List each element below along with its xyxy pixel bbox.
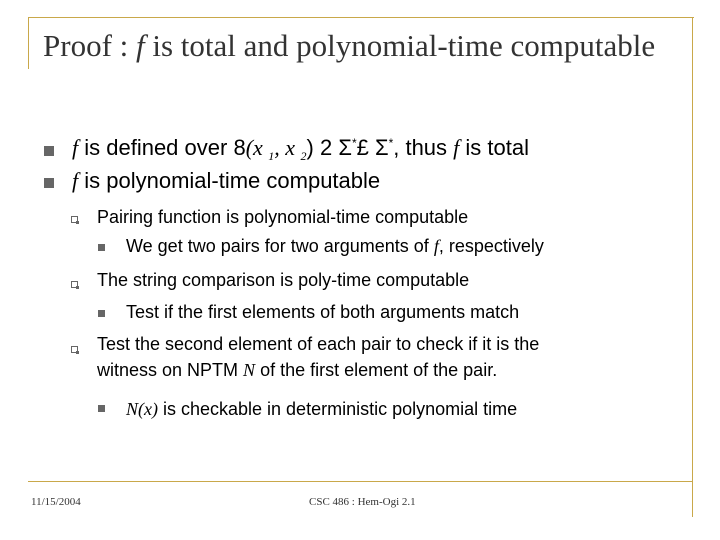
frame-left-rule bbox=[28, 17, 29, 69]
bullet-defined-over: f is defined over 8(x $_1$, x $_2$) 2 Σ*£ Σ*, thus f is total bbox=[72, 135, 529, 163]
sub-sub-bullet-two-pairs: We get two pairs for two arguments of f, respectively bbox=[126, 236, 544, 256]
footer-course: CSC 486 : Hem-Ogi 2.1 bbox=[309, 496, 416, 508]
bullet-square-small-icon bbox=[98, 244, 105, 251]
sub-sub-bullet-checkable: N(x) is checkable in deterministic polynomial time bbox=[126, 399, 518, 419]
sub-bullet-second-element-line2: witness on NPTM N of the first element of the pair. bbox=[97, 360, 498, 380]
sub-bullet-pairing: Pairing function is polynomial-time computable bbox=[97, 207, 469, 227]
bullet-hollow-square-icon bbox=[71, 216, 78, 223]
slide-title: Proof : f is total and polynomial-time computable bbox=[43, 28, 656, 63]
footer-date: 11/15/2004 bbox=[31, 496, 81, 508]
sub-bullet-string-comparison: The string comparison is poly-time computable bbox=[97, 270, 470, 290]
bullet-square-icon bbox=[44, 178, 54, 188]
bullet-square-small-icon bbox=[98, 310, 105, 317]
bullet-square-small-icon bbox=[98, 405, 105, 412]
frame-top-rule bbox=[28, 17, 694, 18]
bullet-square-icon bbox=[44, 146, 54, 156]
frame-bottom-rule bbox=[28, 481, 693, 482]
sub-sub-bullet-first-elements: Test if the first elements of both arguments match bbox=[126, 302, 520, 322]
bullet-hollow-square-icon bbox=[71, 346, 78, 353]
bullet-hollow-square-icon bbox=[71, 281, 78, 288]
bullet-poly-time: f is polynomial-time computable bbox=[72, 168, 381, 193]
sub-bullet-second-element-line1: Test the second element of each pair to check if it is the bbox=[97, 334, 540, 354]
frame-right-rule bbox=[692, 17, 693, 517]
